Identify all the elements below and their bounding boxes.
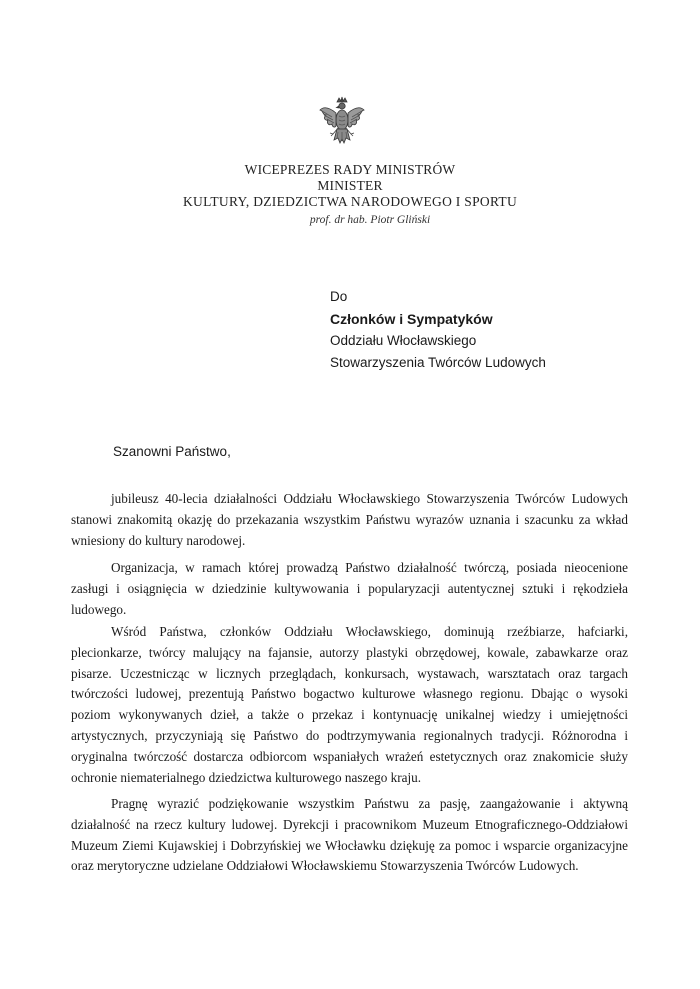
letter-body-paragraph xyxy=(71,489,628,551)
address-recipient: Członków i Sympatyków xyxy=(330,311,493,327)
paragraph-text: Organizacja, w ramach której prowadzą Państwo działalność twórczą, posiada nieocenione zasługi i osiągnięcia w dziedzinie kultywowania i popularyzacji autentycznej sztuki i rękodzieła ludowego. xyxy=(71,560,628,617)
header-title-minister: MINISTER xyxy=(317,178,383,193)
header-signatory: prof. dr hab. Piotr Gliński xyxy=(309,214,431,226)
address-branch: Oddziału Włocławskiego xyxy=(330,333,477,348)
paragraph-text: Wśród Państwa, członków Oddziału Włocławskiego, dominują rzeźbiarze, hafciarki, plecionkarze, twórcy malujący na fajansie, autorzy plastyki obrzędowej, kowale, zabawkarze oraz pisarze. Uczestnicząc w licznych przeglądach, konkursach, wystawach, warsztatach oraz targach twórczości ludowej, prezentują Państwo bogactwo kulturowe własnego regionu. Dbając o wysoki poziom wykonywanych dzieł, a także o przekaz i kontynuację unikalnej wiedzy i umiejętności artystycznych, przyczyniają się Państwo do podtrzymywania regionalnych tradycji. Różnorodna i oryginalna twórczość dostarcza odbiorcom wspaniałych wrażeń estetycznych oraz znakomicie służy ochronie niematerialnego dziedzictwa kulturowego naszego kraju. xyxy=(71,624,628,785)
header-title-vice-premier: WICEPREZES RADY MINISTRÓW xyxy=(244,162,456,177)
white-eagle-emblem-icon xyxy=(318,96,366,154)
header-title-ministry: KULTURY, DZIEDZICTWA NARODOWEGO I SPORTU xyxy=(182,194,518,209)
letter-body-paragraph xyxy=(71,558,628,620)
address-to: Do xyxy=(330,289,348,304)
paragraph-text: Pragnę wyrazić podziękowanie wszystkim Państwu za pasję, zaangażowanie i aktywną działalność na rzecz kultury ludowej. Dyrekcji i pracownikom Muzeum Etnograficznego-Oddziałowi Muzeum Ziemi Kujawskiej i Dobrzyńskiej we Włocławku dziękuję za pomoc i wsparcie organizacyjne oraz merytoryczne udzielane Oddziałowi Włocławskiemu Stowarzyszenia Twórców Ludowych. xyxy=(71,796,628,874)
letter-body-paragraph xyxy=(71,622,628,788)
address-association: Stowarzyszenia Twórców Ludowych xyxy=(330,355,546,370)
paragraph-text: jubileusz 40-lecia działalności Oddziału Włocławskiego Stowarzyszenia Twórców Ludowych stanowi znakomitą okazję do przekazania wszystkim Państwu wyrazów uznania i szacunku za wkład wniesiony do kultury narodowej. xyxy=(71,491,628,548)
letter-body-paragraph xyxy=(71,794,628,877)
greeting: Szanowni Państwo, xyxy=(113,444,231,459)
